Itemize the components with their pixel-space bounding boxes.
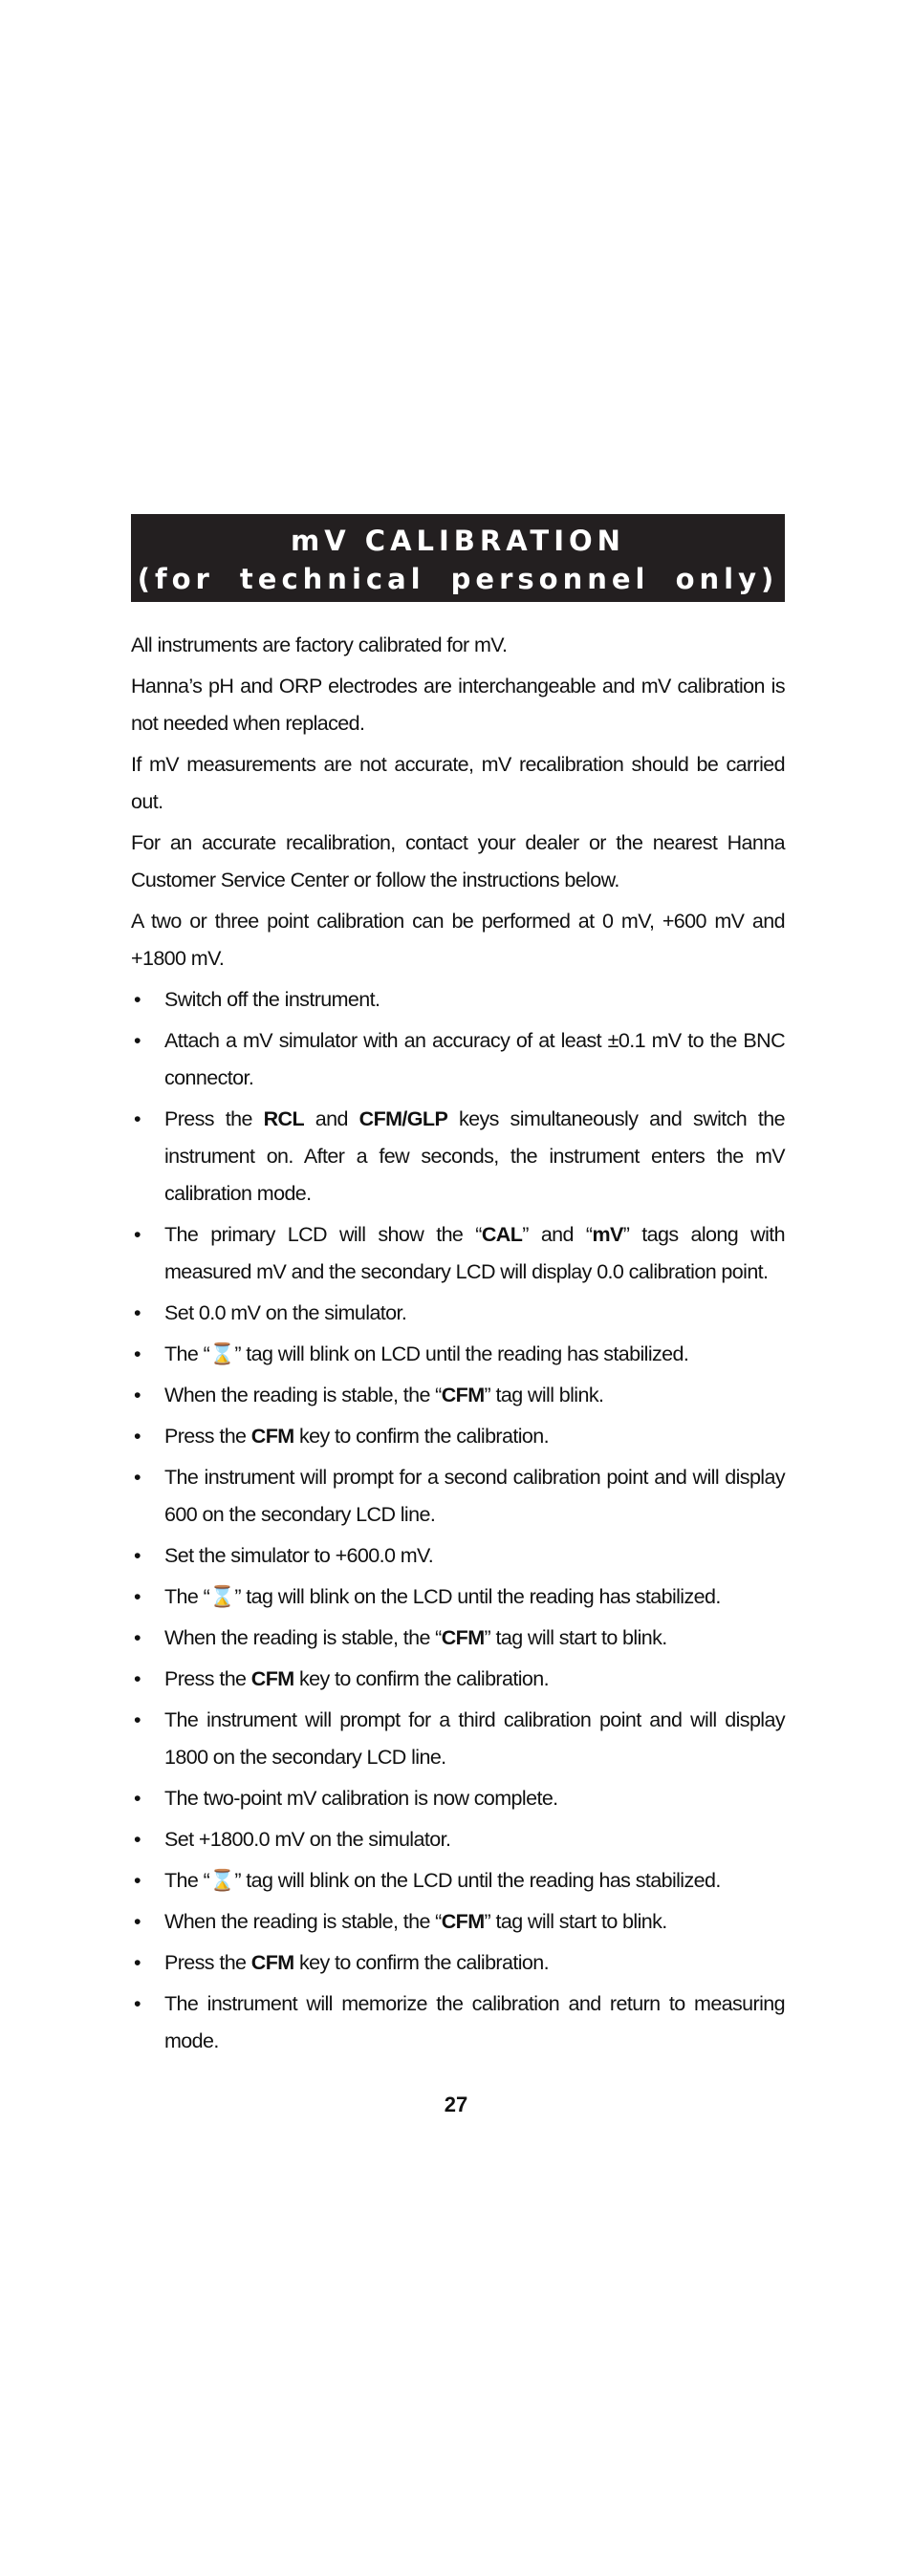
bullet-icon: • <box>134 1992 141 2015</box>
intro-paragraph: For an accurate recalibration, contact your dealer or the nearest Hanna Customer Service Center or follow the instructions below. <box>131 831 785 891</box>
section-title-box <box>131 514 785 602</box>
bullet-icon: • <box>134 1301 141 1324</box>
calibration-step: • When the reading is stable, the “CFM” tag will start to blink. <box>131 1903 785 1941</box>
calibration-step: • The “⌛” tag will blink on the LCD until the reading has stabilized. <box>131 1578 785 1616</box>
bullet-icon: • <box>134 1223 141 1246</box>
key-label: CFM <box>441 1384 485 1406</box>
key-label: CFM/GLP <box>358 1107 448 1130</box>
calibration-step: • Press the RCL and CFM/GLP keys simultaneously and switch the instrument on. After a few seconds, the instrument enters the mV calibration mode. <box>131 1101 785 1213</box>
calibration-step: • When the reading is stable, the “CFM” tag will start to blink. <box>131 1620 785 1657</box>
key-label: CAL <box>481 1223 523 1246</box>
bullet-icon: • <box>134 1342 141 1365</box>
intro-paragraph: If mV measurements are not accurate, mV recalibration should be carried out. <box>131 753 785 813</box>
key-label: CFM <box>441 1626 485 1649</box>
bullet-icon: • <box>134 1787 141 1810</box>
key-label: CFM <box>250 1425 294 1448</box>
calibration-step: • Set +1800.0 mV on the simulator. <box>131 1821 785 1858</box>
bullet-icon: • <box>134 1544 141 1567</box>
page-number: 27 <box>444 2093 468 2116</box>
intro-paragraph: A two or three point calibration can be performed at 0 mV, +600 mV and +1800 mV. <box>131 910 785 970</box>
bullet-icon: • <box>134 1029 141 1052</box>
bullet-icon: • <box>134 1626 141 1649</box>
bullet-icon: • <box>134 1425 141 1448</box>
calibration-step: • Press the CFM key to confirm the calibration. <box>131 1944 785 1982</box>
calibration-step: • Switch off the instrument. <box>131 981 785 1019</box>
key-label: mV <box>592 1223 623 1246</box>
bullet-icon: • <box>134 1384 141 1406</box>
bullet-icon: • <box>134 1869 141 1892</box>
calibration-step: • The “⌛” tag will blink on the LCD until the reading has stabilized. <box>131 1862 785 1900</box>
calibration-step: • Set 0.0 mV on the simulator. <box>131 1295 785 1332</box>
bullet-icon: • <box>134 1910 141 1933</box>
calibration-step: • Press the CFM key to confirm the calibration. <box>131 1661 785 1698</box>
calibration-step: • Press the CFM key to confirm the calibration. <box>131 1418 785 1455</box>
bullet-icon: • <box>134 1107 141 1130</box>
intro-paragraph: All instruments are factory calibrated for mV. <box>131 633 508 656</box>
bullet-icon: • <box>134 1951 141 1974</box>
calibration-step: • The instrument will prompt for a second calibration point and will display 600 on the secondary LCD line. <box>131 1459 785 1534</box>
section-title: mV CALIBRATION <box>291 525 625 557</box>
bullet-icon: • <box>134 1585 141 1608</box>
key-label: RCL <box>263 1107 304 1130</box>
key-label: CFM <box>250 1951 294 1974</box>
calibration-step: • The “⌛” tag will blink on LCD until the reading has stabilized. <box>131 1336 785 1373</box>
bullet-icon: • <box>134 1708 141 1731</box>
calibration-step: • The primary LCD will show the “CAL” and “mV” tags along with measured mV and the secondary LCD will display 0.0 calibration point. <box>131 1216 785 1291</box>
key-label: CFM <box>250 1667 294 1690</box>
bullet-icon: • <box>134 988 141 1011</box>
calibration-step: • Set the simulator to +600.0 mV. <box>131 1537 785 1575</box>
calibration-step: • The instrument will memorize the calibration and return to measuring mode. <box>131 1986 785 2060</box>
calibration-step: • The two-point mV calibration is now complete. <box>131 1780 785 1817</box>
bullet-icon: • <box>134 1466 141 1489</box>
calibration-steps-list <box>131 981 785 2060</box>
calibration-step: • The instrument will prompt for a third calibration point and will display 1800 on the secondary LCD line. <box>131 1702 785 1776</box>
manual-page <box>131 514 785 2064</box>
bullet-icon: • <box>134 1828 141 1851</box>
intro-paragraph: Hanna’s pH and ORP electrodes are interchangeable and mV calibration is not needed when replaced. <box>131 675 785 735</box>
section-subtitle: (for technical personnel only) <box>137 563 779 595</box>
bullet-icon: • <box>134 1667 141 1690</box>
calibration-step: • When the reading is stable, the “CFM” tag will blink. <box>131 1377 785 1414</box>
key-label: CFM <box>441 1910 485 1933</box>
calibration-step: • Attach a mV simulator with an accuracy of at least ±0.1 mV to the BNC connector. <box>131 1022 785 1097</box>
page-content <box>131 627 785 2060</box>
